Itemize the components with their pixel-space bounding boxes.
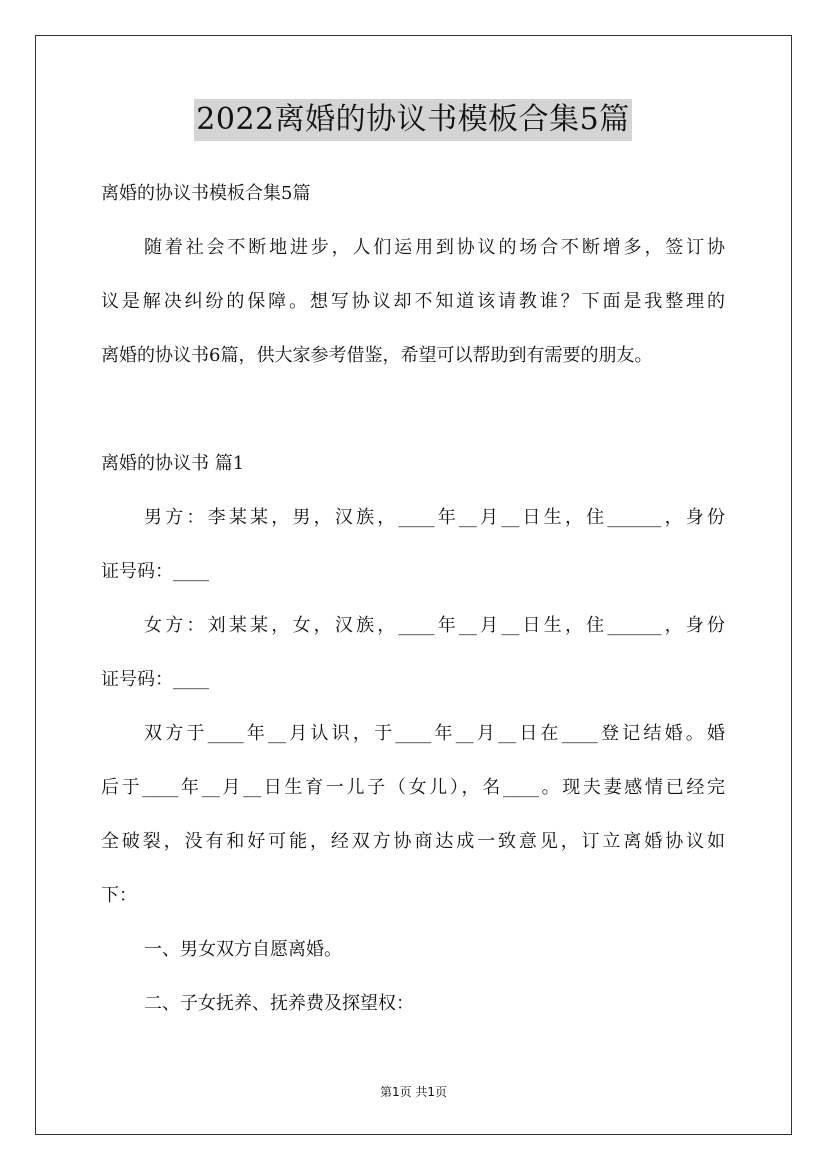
paragraph-line: 双方于____年__月认识，于____年__月__日在____登记结婚。婚 [144, 723, 725, 744]
paragraph-line: 证号码：____ [101, 561, 209, 582]
paragraph-line: 男方：李某某，男，汉族，____年__月__日生，住______，身份 [144, 507, 725, 528]
clause-line: 一、男女双方自愿离婚。 [144, 939, 342, 960]
paragraph-line: 证号码：____ [101, 669, 209, 690]
paragraph-line: 后于____年__月__日生育一儿子（女儿），名____。现夫妻感情已经完 [101, 777, 725, 798]
document-subtitle: 离婚的协议书模板合集5篇 [101, 183, 311, 204]
paragraph-line: 随着社会不断地进步，人们运用到协议的场合不断增多，签订协 [144, 237, 725, 258]
paragraph-line: 议是解决纠纷的保障。想写协议却不知道该请教谁？下面是我整理的 [101, 291, 725, 312]
paragraph-line: 离婚的协议书6篇，供大家参考借鉴，希望可以帮助到有需要的朋友。 [101, 345, 653, 366]
clause-line: 二、子女抚养、抚养费及探望权： [144, 993, 414, 1014]
paragraph-line: 下： [101, 885, 137, 906]
page-footer: 第1页 共1页 [379, 1085, 448, 1099]
document-title: 2022离婚的协议书模板合集5篇 [194, 99, 632, 141]
paragraph-line: 全破裂，没有和好可能，经双方协商达成一致意见，订立离婚协议如 [101, 831, 725, 852]
paragraph-line: 女方：刘某某，女，汉族，____年__月__日生，住______，身份 [144, 615, 725, 636]
section-heading: 离婚的协议书 篇1 [101, 453, 245, 474]
